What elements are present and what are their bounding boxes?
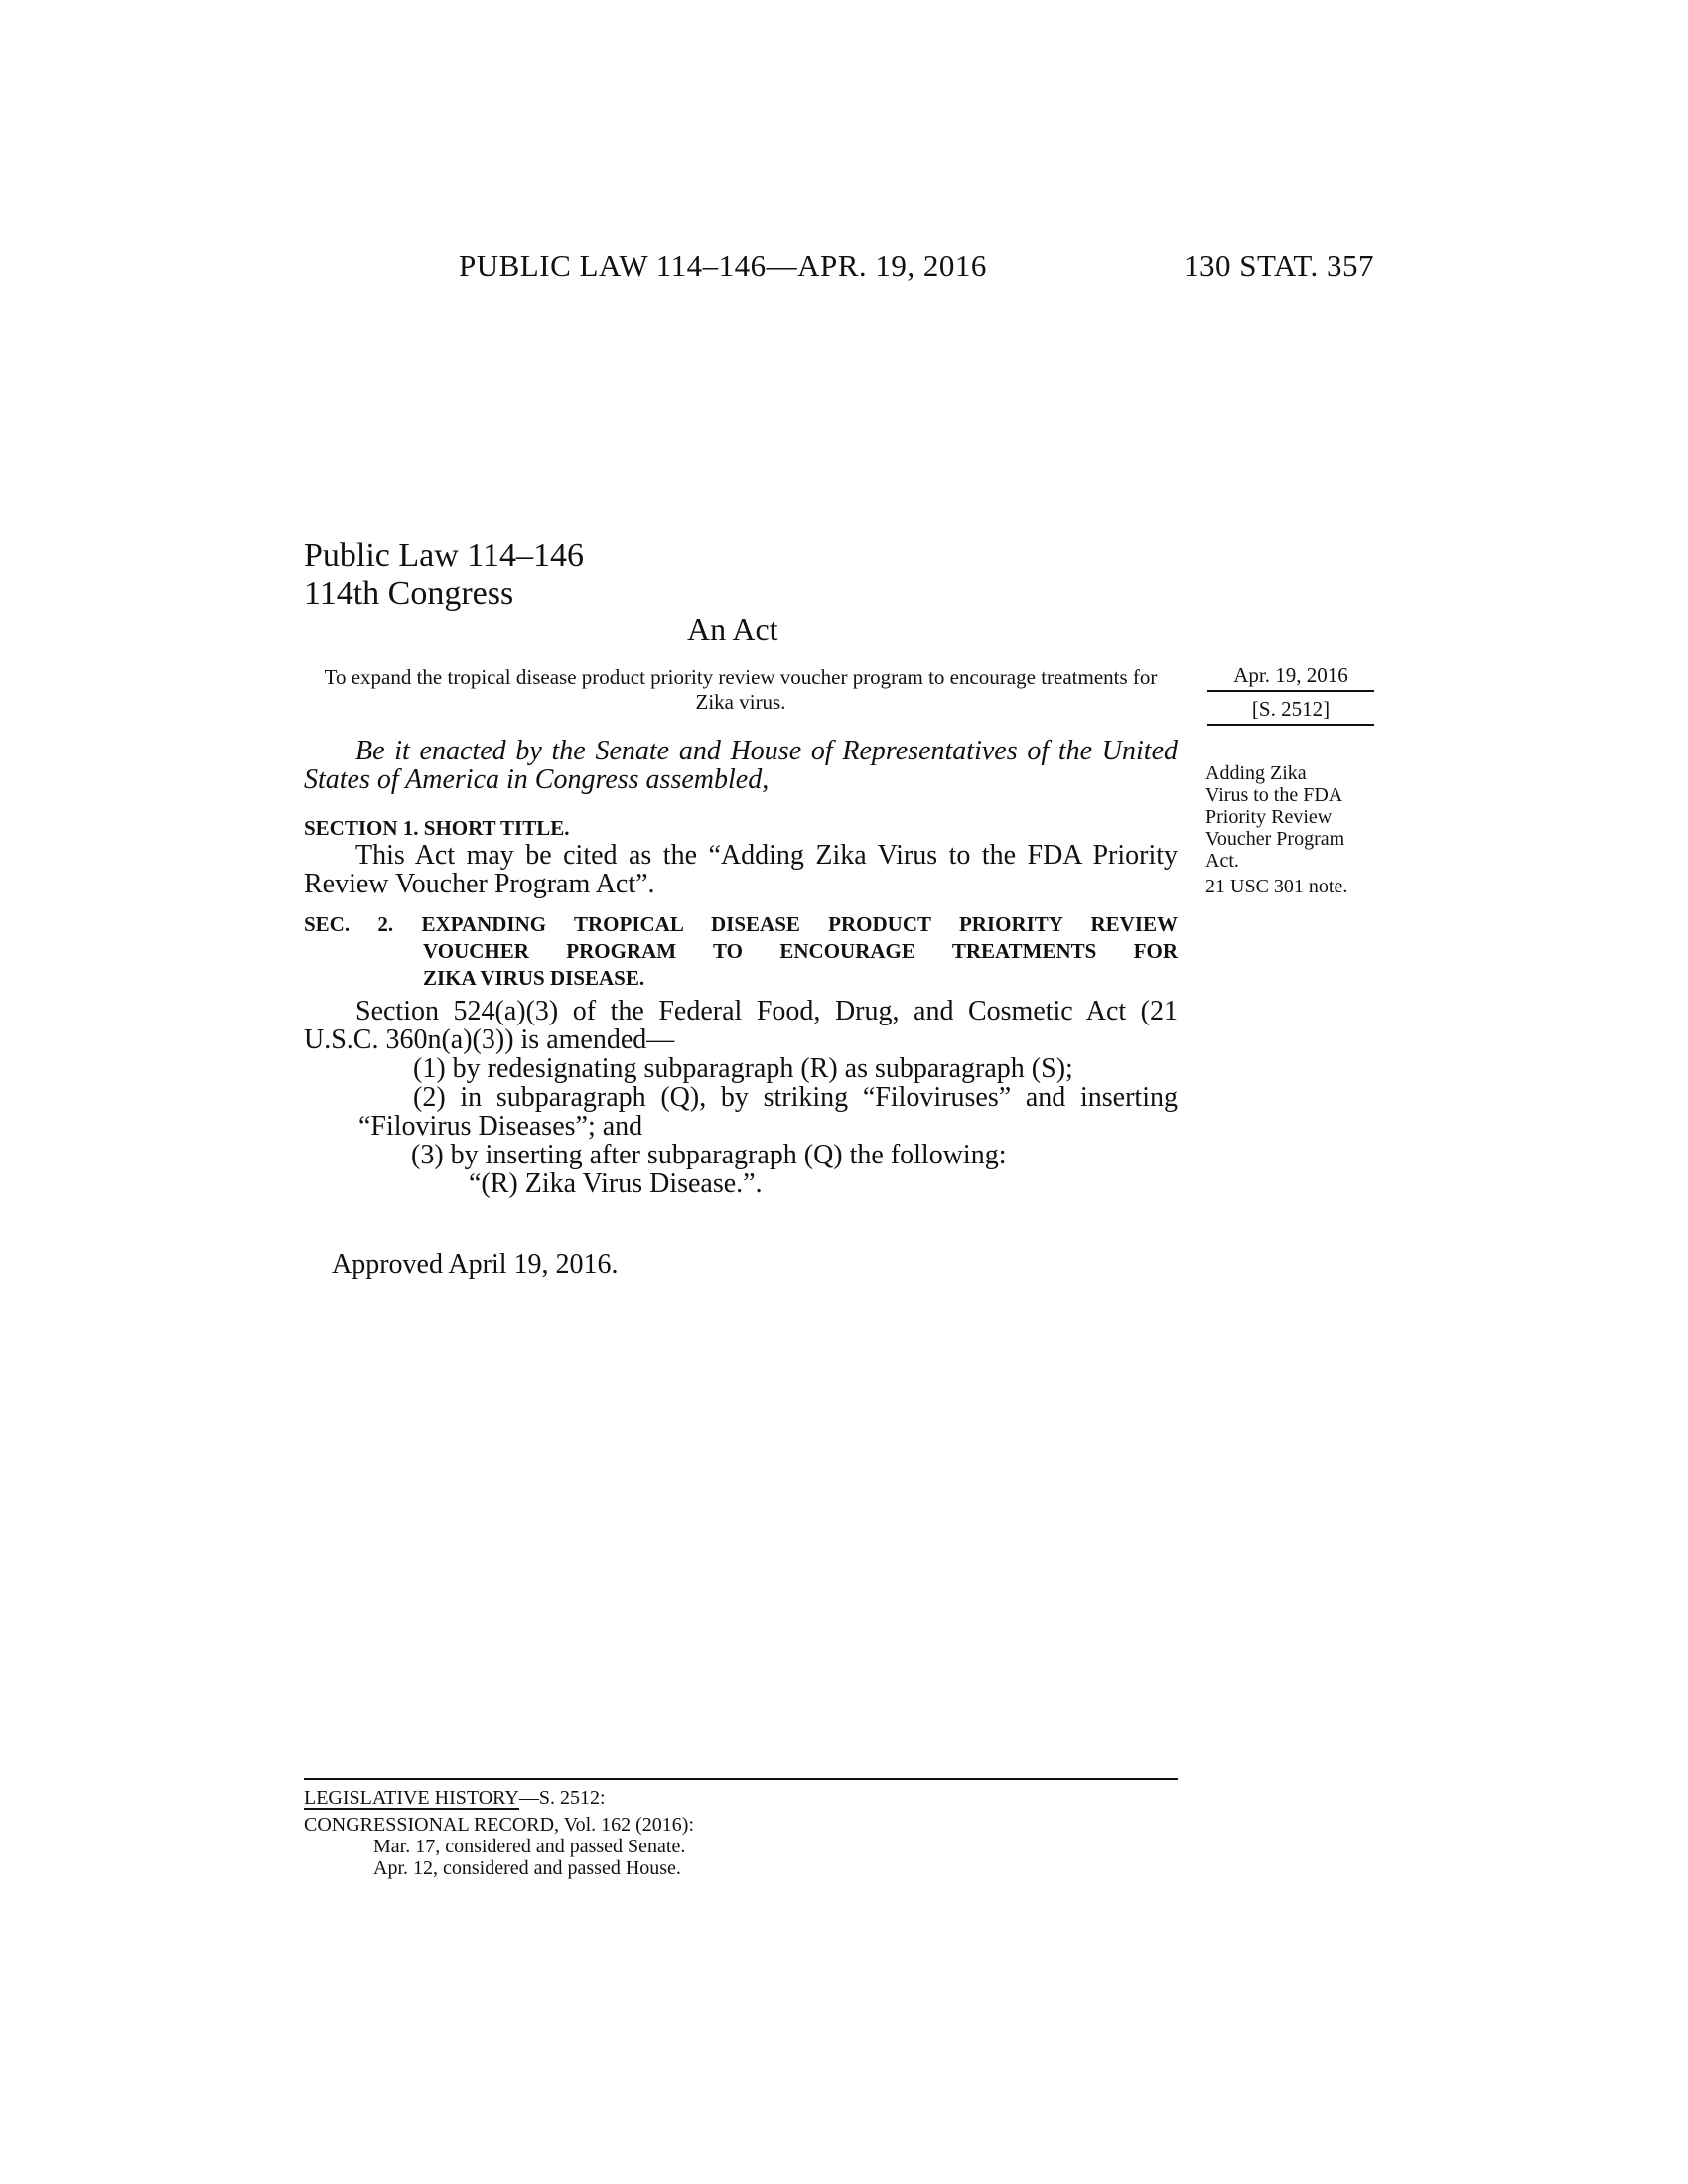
section-2-heading-line: VOUCHER PROGRAM TO ENCOURAGE TREATMENTS FOR — [423, 939, 1178, 963]
margin-note-line: Priority Review — [1205, 806, 1333, 828]
section-2-intro: Section 524(a)(3) of the Federal Food, Drug, and Cosmetic Act (21 U.S.C. 360n(a)(3)) is amended— — [304, 996, 1178, 1055]
margin-note-line: Virus to the FDA — [1205, 784, 1343, 806]
section-2-heading-line: ZIKA VIRUS DISEASE. — [423, 966, 645, 990]
purpose-statement: To expand the tropical disease product priority review voucher program to encourage treatments for Zika virus. — [324, 665, 1158, 714]
amendment-item-text: (2) in subparagraph (Q), by striking “Filoviruses” and inserting “Filovirus Diseases”; and — [358, 1082, 1178, 1142]
footer-divider — [304, 1778, 1178, 1780]
section-2-heading-line: SEC. 2. EXPANDING TROPICAL DISEASE PRODUCT PRIORITY REVIEW — [304, 912, 1178, 936]
record-entry: Mar. 17, considered and passed Senate. — [373, 1836, 686, 1857]
enacting-clause — [304, 737, 1178, 794]
section-2-heading — [304, 911, 1178, 992]
section-2-body — [304, 997, 1178, 1198]
margin-note-line: Adding Zika — [1205, 762, 1307, 784]
margin-bill-number: [S. 2512] — [1207, 697, 1374, 726]
margin-note-line: Act. — [1205, 850, 1239, 872]
record-entry: Apr. 12, considered and passed House. — [373, 1857, 681, 1879]
section-1-heading: SECTION 1. SHORT TITLE. — [304, 816, 570, 840]
amendment-item — [304, 1054, 1178, 1083]
enacting-clause-text: Be it enacted by the Senate and House of Representatives of the United States of America in Congress assembled, — [304, 736, 1178, 795]
legislative-history-label: LEGISLATIVE HISTORY — [304, 1787, 519, 1809]
margin-note-short-title — [1205, 762, 1384, 872]
amendment-item-text: (1) by redesignating subparagraph (R) as subparagraph (S); — [413, 1053, 1073, 1084]
amendment-item: (3) by inserting after subparagraph (Q) the following: — [411, 1140, 1007, 1170]
legislative-history-heading — [304, 1787, 694, 1810]
an-act-heading: An Act — [687, 612, 778, 647]
section-1-body — [304, 841, 1178, 898]
running-header-page: 130 STAT. 357 — [1183, 248, 1374, 283]
amendment-item — [304, 1083, 1178, 1141]
margin-date: Apr. 19, 2016 — [1207, 663, 1374, 692]
approval-date: Approved April 19, 2016. — [332, 1249, 619, 1280]
section-1-text: This Act may be cited as the “Adding Zika Virus to the FDA Priority Review Voucher Program Act”. — [304, 840, 1178, 899]
running-header-title: PUBLIC LAW 114–146—APR. 19, 2016 — [459, 248, 987, 283]
quoted-subparagraph: “(R) Zika Virus Disease.”. — [469, 1168, 763, 1199]
margin-note-usc: 21 USC 301 note. — [1205, 876, 1348, 897]
congress-label: 114th Congress — [304, 575, 514, 612]
public-law-number: Public Law 114–146 — [304, 537, 585, 574]
legislative-history — [304, 1787, 694, 1879]
congressional-record: CONGRESSIONAL RECORD, Vol. 162 (2016): — [304, 1814, 694, 1836]
margin-note-line: Voucher Program — [1205, 828, 1345, 850]
legislative-history-bill: —S. 2512: — [518, 1787, 606, 1809]
